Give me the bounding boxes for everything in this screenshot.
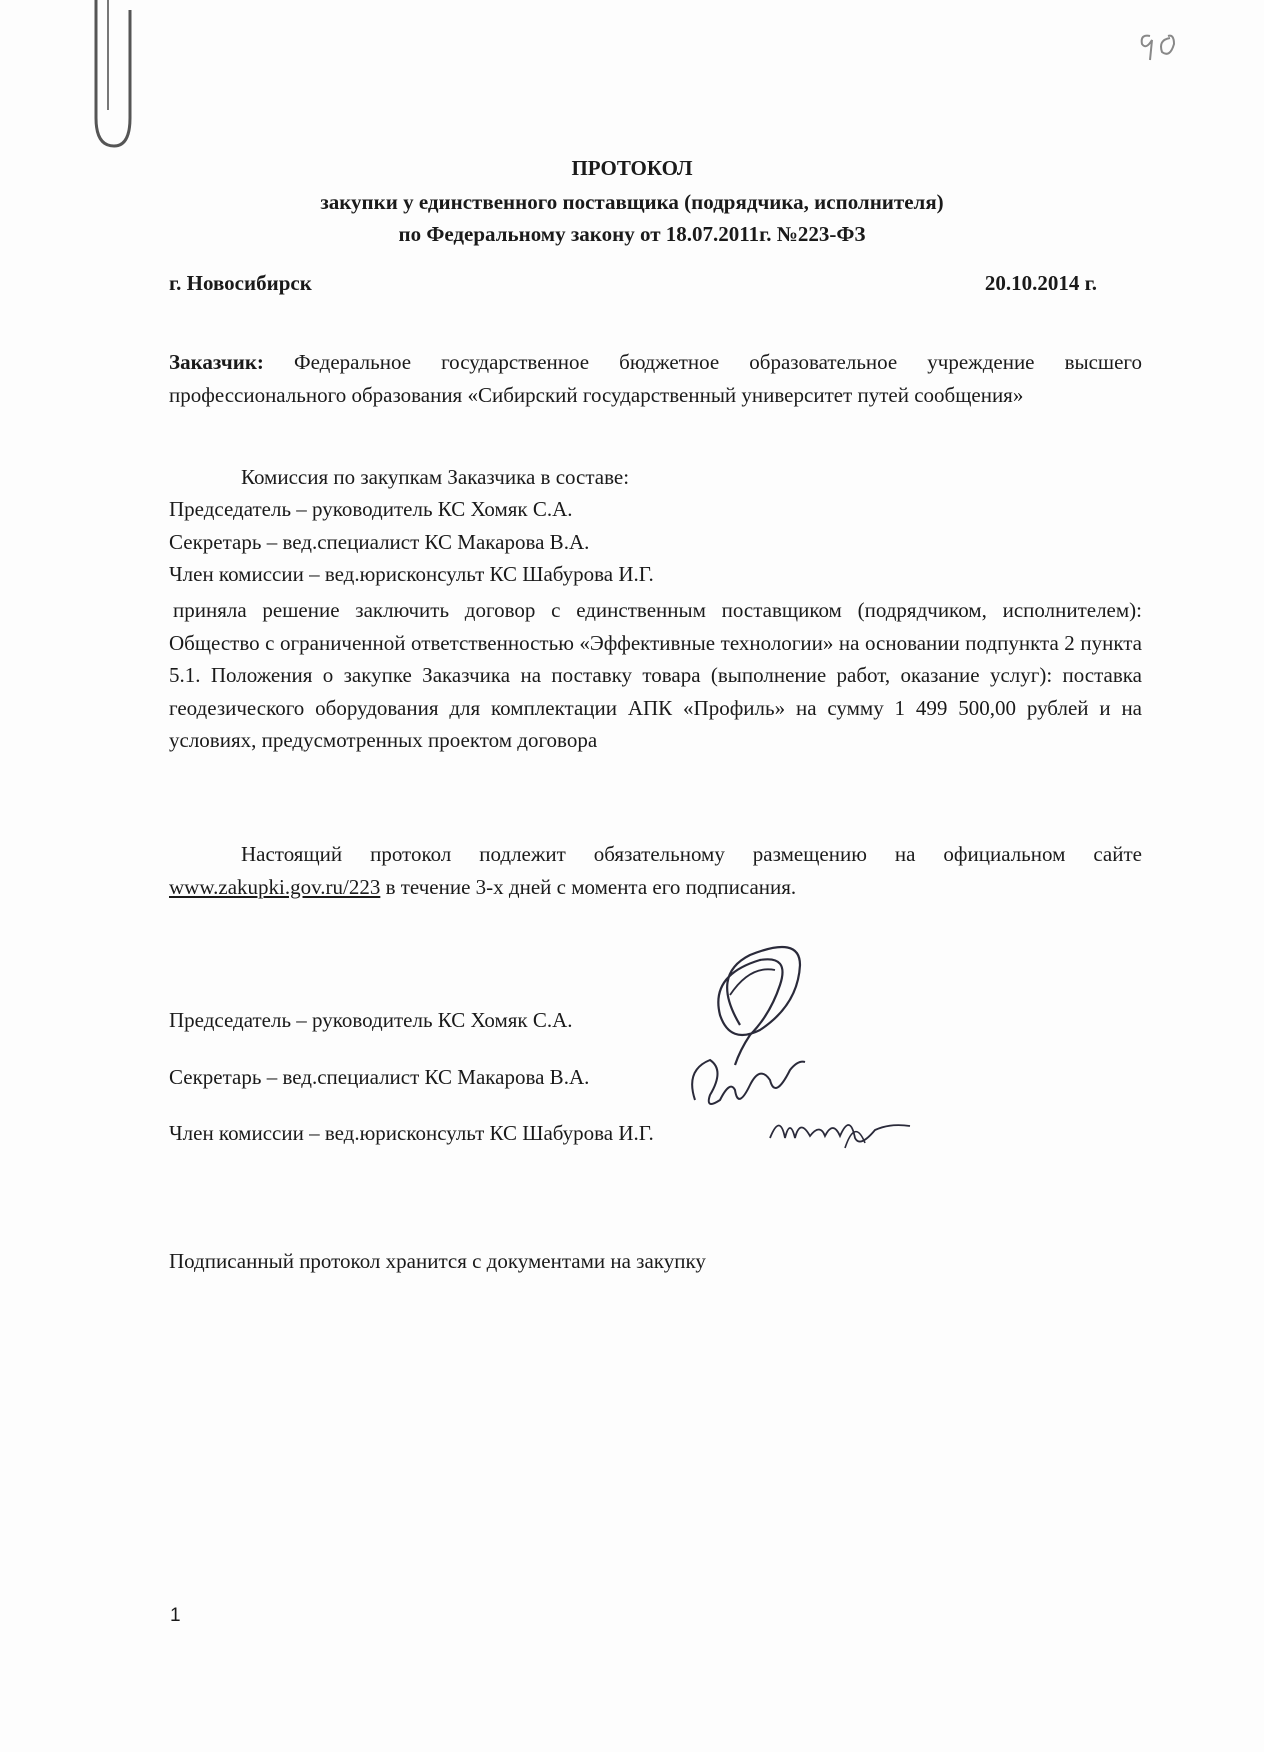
footer-note: Подписанный протокол хранится с документами на закупку	[169, 1249, 706, 1273]
commission-member-secretary: Секретарь – вед.специалист КС Макарова В.А.	[169, 530, 590, 554]
city: г. Новосибирск	[169, 271, 312, 295]
signature-line-lawyer: Член комиссии – вед.юрисконсульт КС Шабурова И.Г.	[169, 1121, 654, 1145]
signature-line-chair: Председатель – руководитель КС Хомяк С.А.	[169, 1008, 573, 1032]
notice-paragraph	[169, 838, 1142, 903]
commission-member-chair: Председатель – руководитель КС Хомяк С.А.	[169, 497, 573, 521]
customer-text: Федеральное государственное бюджетное образовательное учреждение высшего профессионального образования «Сибирский государственный университет путей сообщения»	[169, 350, 1142, 407]
document-date: 20.10.2014 г.	[984, 271, 1097, 295]
law-reference: по Федеральному закону от 18.07.2011г. №223-ФЗ	[398, 222, 866, 246]
paper-clip-icon	[78, 0, 138, 160]
commission-member-lawyer: Член комиссии – вед.юрисконсульт КС Шабурова И.Г.	[169, 562, 654, 586]
customer-paragraph	[169, 346, 1142, 411]
page-number: 1	[170, 1605, 181, 1626]
notice-text-after: в течение 3-х дней с момента его подписания.	[380, 874, 797, 899]
notice-text-before: Настоящий протокол подлежит обязательному размещению на официальном сайте	[241, 842, 1142, 866]
signature-line-secretary: Секретарь – вед.специалист КС Макарова В.А.	[169, 1065, 590, 1089]
decision-paragraph: приняла решение заключить договор с единственным поставщиком (подрядчиком, исполнителем): Общество с ограниченной ответственностью «Эффективные технологии» на основании подпункта 2 пункта 5.1. Положения о закупке Заказчика на поставку товара (выполнение работ, оказание услуг): поставка геодезического оборудования для комплектации АПК «Профиль» на сумму 1 499 500,00 рублей и на условиях, предусмотренных проектом договора	[169, 598, 1142, 752]
handwritten-page-number	[1136, 26, 1196, 66]
customer-label: Заказчик:	[169, 350, 264, 374]
procurement-site-link[interactable]: www.zakupki.gov.ru/223	[169, 874, 381, 899]
lawyer-signature	[765, 1108, 915, 1158]
commission-intro: Комиссия по закупкам Заказчика в составе:	[241, 465, 630, 489]
document-subtitle: закупки у единственного поставщика (подрядчика, исполнителя)	[320, 190, 944, 214]
document-title: ПРОТОКОЛ	[571, 156, 693, 180]
